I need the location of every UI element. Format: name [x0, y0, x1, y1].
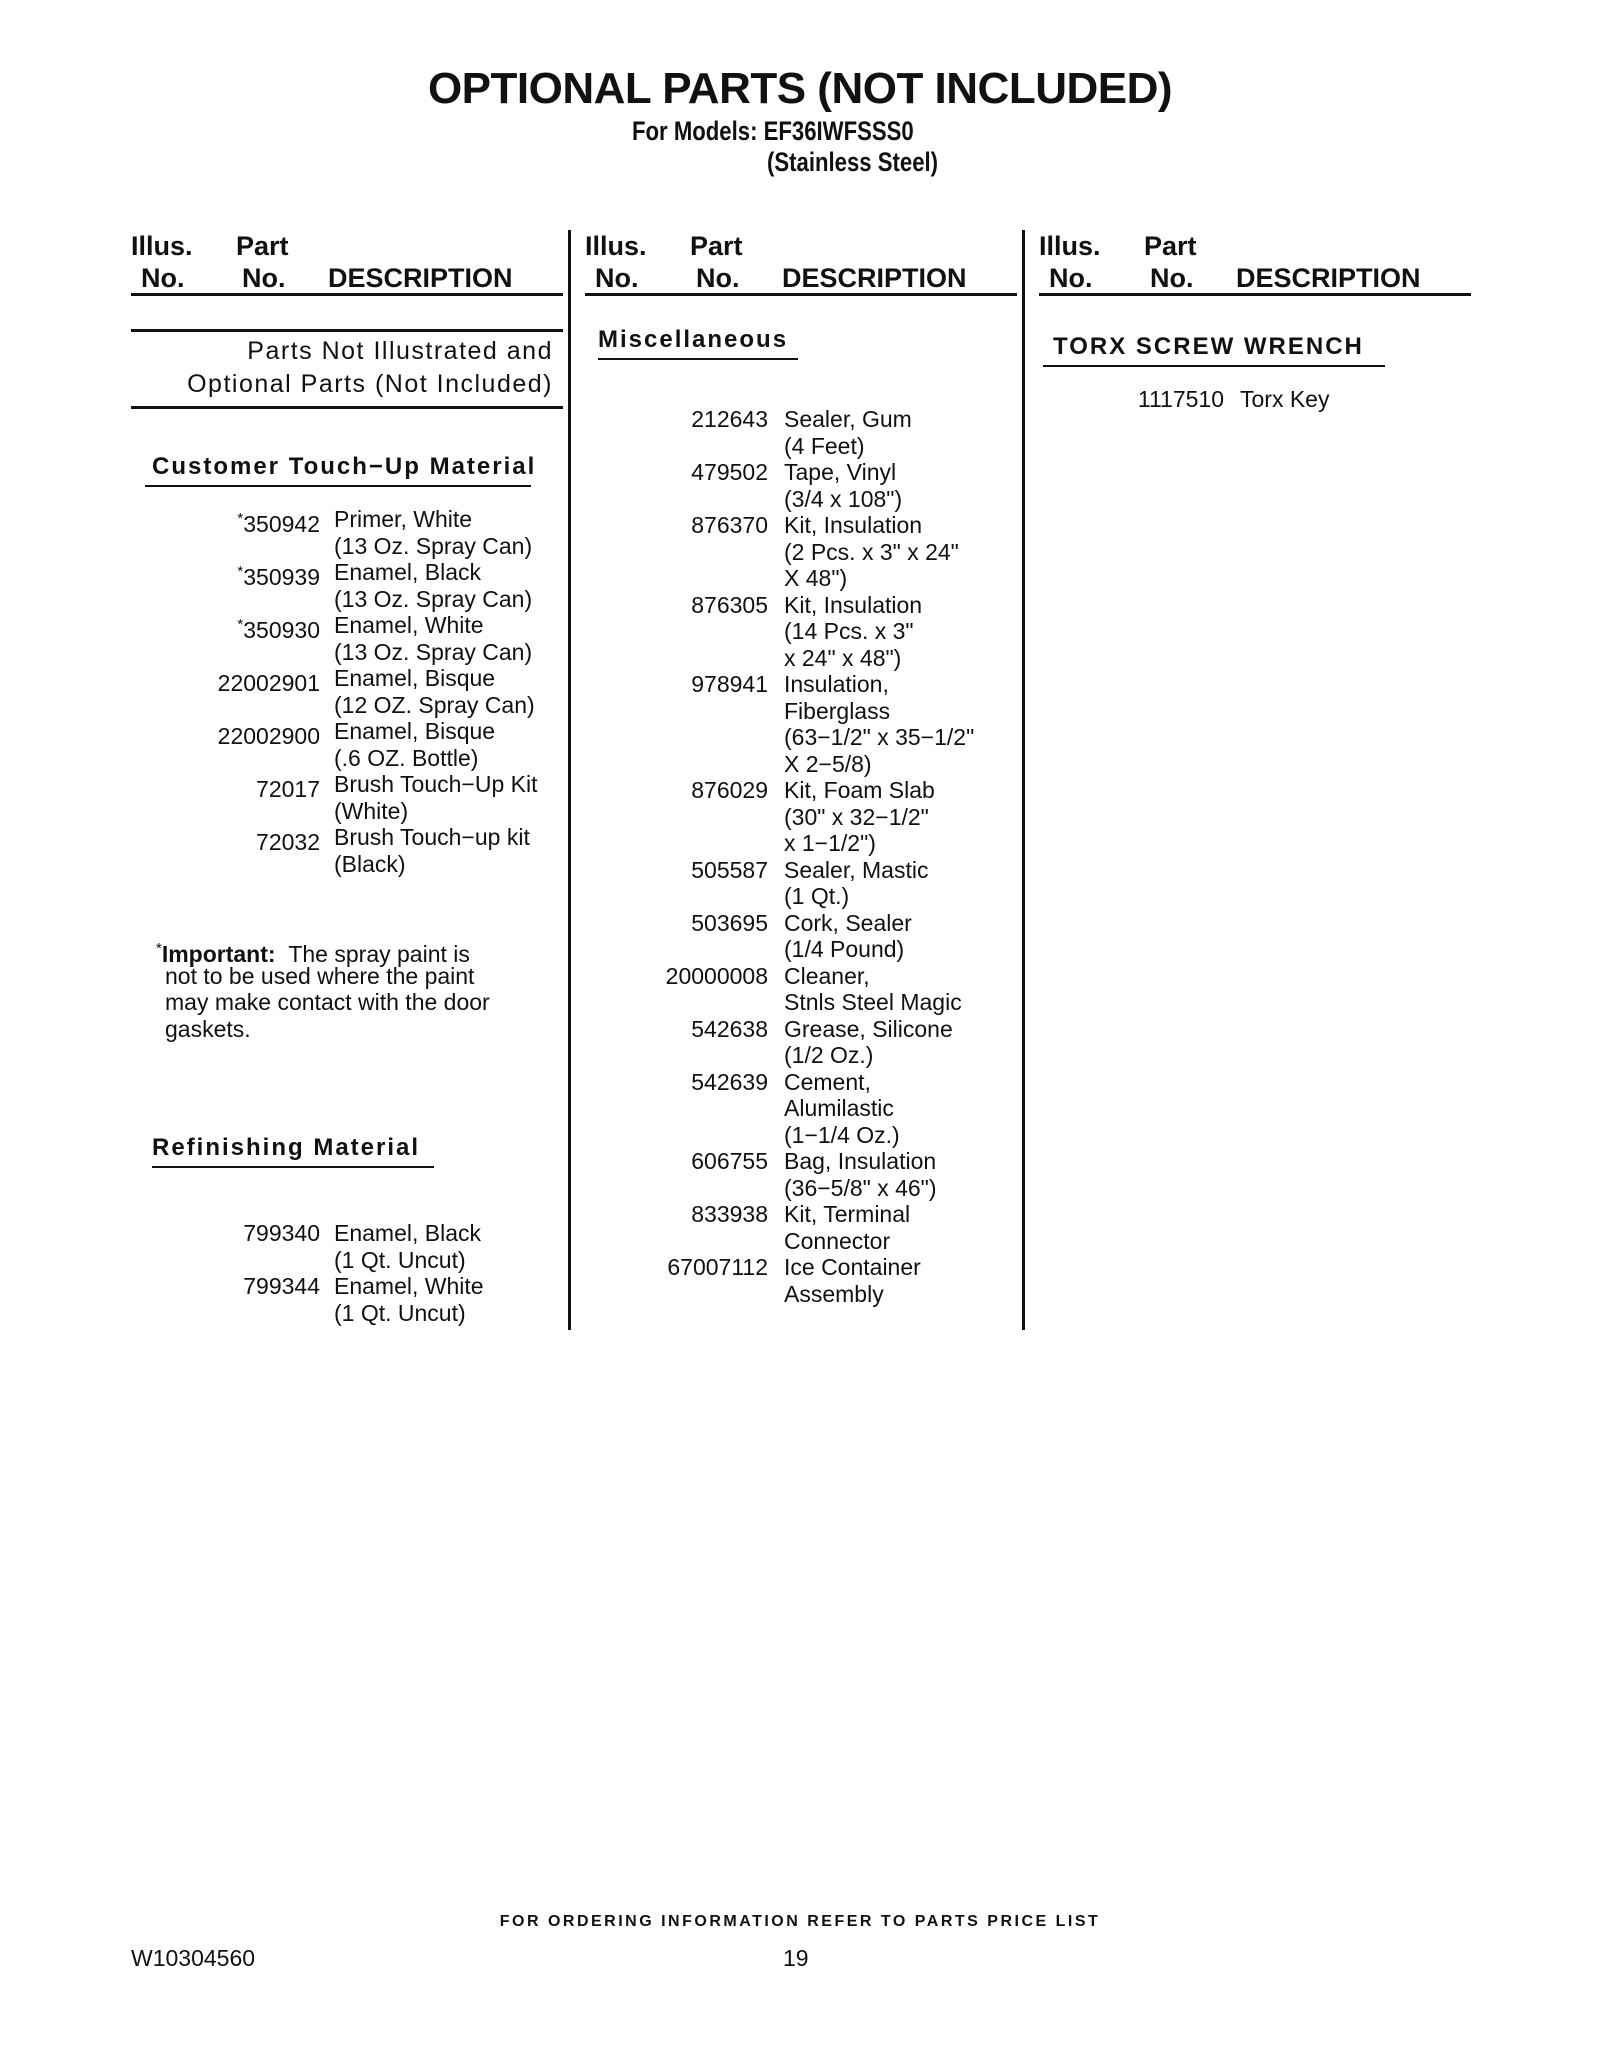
part-number	[256, 771, 320, 803]
col1-header-illus: Illus.	[131, 231, 193, 261]
part-description-detail: (36−5/8" x 46")	[784, 1174, 937, 1201]
part-description-detail: (14 Pcs. x 3"	[784, 618, 914, 644]
important-asterisk: *	[156, 940, 162, 957]
column-divider-1	[568, 230, 571, 1330]
part-number	[691, 406, 768, 433]
part-number-value: 212643	[691, 406, 768, 432]
part-number-value: 22002900	[217, 723, 320, 749]
asterisk-marker: *	[237, 510, 244, 527]
misc-heading-rule	[598, 358, 798, 360]
part-description: Cleaner,	[784, 962, 870, 989]
note-box-bottom-rule	[131, 406, 563, 409]
part-description-detail: (12 OZ. Spray Can)	[334, 691, 535, 718]
important-text-1: The spray paint is	[288, 941, 470, 967]
part-description: Sealer, Mastic	[784, 856, 929, 883]
part-number-value: 22002901	[217, 670, 320, 696]
part-description-detail: (Black)	[334, 850, 406, 877]
refinishing-heading-rule	[152, 1166, 434, 1168]
note-box-line1: Parts Not Illustrated and	[247, 337, 553, 365]
part-number-value: 505587	[691, 856, 768, 883]
part-description: Enamel, Black	[334, 1220, 482, 1246]
part-description: Enamel, Bisque	[334, 665, 496, 691]
part-description-detail: x 1−1/2")	[784, 830, 876, 856]
part-description: Primer, White	[334, 506, 473, 532]
col2-header-rule	[585, 293, 1017, 296]
part-number	[691, 459, 768, 486]
part-number	[691, 512, 768, 539]
part-description-detail: (1 Qt.)	[784, 883, 850, 909]
col2-header-part: Part	[690, 231, 743, 261]
part-number	[691, 1069, 768, 1096]
part-description-detail: X 48")	[784, 565, 848, 591]
part-number	[691, 1016, 768, 1043]
page-number: 19	[783, 1945, 809, 1971]
part-description-detail: x 24" x 48")	[784, 644, 902, 671]
col1-header-part-no: No.	[242, 263, 286, 293]
part-number-value: 67007112	[667, 1254, 768, 1280]
part-number	[243, 1220, 320, 1247]
part-description: Grease, Silicone	[784, 1015, 953, 1042]
col2-header-part-no: No.	[696, 263, 740, 293]
part-description-detail: X 2−5/8)	[784, 750, 872, 777]
part-description-detail: (4 Feet)	[784, 432, 865, 459]
part-number-value: 503695	[691, 909, 768, 936]
part-description-detail: (30" x 32−1/2"	[784, 803, 929, 830]
part-number-value: 799344	[243, 1273, 320, 1299]
part-number-value: 350939	[243, 564, 320, 590]
part-description-detail: Alumilastic	[784, 1095, 894, 1121]
important-note-line4: gaskets.	[165, 1016, 251, 1042]
part-number	[1138, 386, 1224, 413]
part-description-detail: Assembly	[784, 1280, 884, 1307]
part-description-detail: Fiberglass	[784, 697, 891, 724]
misc-heading: Miscellaneous	[598, 326, 789, 353]
important-label: Important:	[161, 941, 276, 967]
part-description: Brush Touch−up kit	[334, 824, 530, 850]
part-number	[243, 1273, 320, 1300]
part-description-detail: (13 Oz. Spray Can)	[334, 638, 533, 665]
part-description: Tape, Vinyl	[784, 459, 897, 485]
part-description: Ice Container	[784, 1254, 921, 1280]
part-number-value: 799340	[243, 1220, 320, 1246]
part-number-value: 1117510	[1137, 386, 1224, 412]
part-number-value: 20000008	[665, 962, 768, 989]
document-number: W10304560	[131, 1945, 256, 1971]
part-description-detail: (3/4 x 108")	[784, 485, 903, 512]
part-description-detail: (13 Oz. Spray Can)	[334, 532, 533, 559]
part-number-value: 876305	[691, 591, 768, 618]
part-description: Kit, Insulation	[784, 512, 923, 538]
note-box-top-rule	[131, 329, 563, 332]
part-description: Enamel, Bisque	[334, 718, 496, 744]
part-description-detail: (White)	[334, 797, 409, 824]
part-description: Kit, Insulation	[784, 591, 923, 618]
part-number	[691, 671, 768, 698]
asterisk-marker: *	[237, 563, 244, 580]
part-number-value: 542639	[691, 1068, 768, 1095]
part-number	[691, 1148, 768, 1175]
part-number	[237, 612, 320, 644]
torx-heading-rule	[1043, 365, 1385, 367]
part-number	[691, 1201, 768, 1228]
part-number-value: 72032	[256, 829, 320, 855]
ordering-info-footer: FOR ORDERING INFORMATION REFER TO PARTS PRICE LIST	[499, 1913, 1101, 1930]
part-description-detail: Connector	[784, 1227, 891, 1254]
part-description: Brush Touch−Up Kit	[334, 771, 538, 797]
models-subtitle: For Models: EF36IWFSSS0	[632, 116, 914, 146]
col3-header-illus-no: No.	[1049, 263, 1093, 293]
part-description-detail: (63−1/2" x 35−1/2"	[784, 724, 975, 750]
part-description: Sealer, Gum	[784, 406, 912, 432]
part-number-value: 978941	[691, 671, 768, 697]
part-description-detail: (1/4 Pound)	[784, 936, 905, 962]
col3-header-illus: Illus.	[1039, 231, 1101, 261]
part-description-detail: (13 Oz. Spray Can)	[334, 585, 533, 612]
part-description: Enamel, Black	[334, 559, 482, 585]
part-number	[256, 824, 320, 856]
part-number	[218, 665, 320, 697]
part-description-detail: (1 Qt. Uncut)	[334, 1246, 466, 1273]
part-description-detail: (2 Pcs. x 3" x 24"	[784, 538, 959, 565]
part-number	[666, 963, 768, 990]
col3-header-part: Part	[1144, 231, 1197, 261]
part-number-value: 479502	[691, 459, 768, 485]
part-number	[691, 777, 768, 804]
part-number-value: 350930	[243, 617, 320, 643]
part-number-value: 876029	[691, 777, 768, 803]
part-description: Kit, Terminal	[784, 1201, 911, 1227]
part-description: Enamel, White	[334, 1273, 484, 1299]
finish-subtitle: (Stainless Steel)	[767, 147, 939, 177]
part-description-detail: (1−1/4 Oz.)	[784, 1121, 900, 1148]
col1-header-illus-no: No.	[141, 263, 185, 293]
part-description-detail: Stnls Steel Magic	[784, 989, 962, 1015]
part-number	[237, 559, 320, 591]
col1-header-description: DESCRIPTION	[328, 263, 513, 293]
part-description: Cork, Sealer	[784, 909, 912, 936]
col2-header-illus-no: No.	[595, 263, 639, 293]
col3-header-description: DESCRIPTION	[1236, 263, 1421, 293]
part-number-value: 876370	[691, 512, 768, 538]
col2-header-description: DESCRIPTION	[782, 263, 967, 293]
part-description: Kit, Foam Slab	[784, 777, 935, 803]
col1-header-rule	[131, 293, 563, 296]
part-number	[691, 910, 768, 937]
part-number-value: 542638	[691, 1015, 768, 1042]
torx-heading: TORX SCREW WRENCH	[1053, 333, 1364, 360]
part-number	[691, 592, 768, 619]
part-description: Enamel, White	[334, 612, 484, 638]
touchup-heading-rule	[145, 485, 531, 487]
col2-header-illus: Illus.	[585, 231, 647, 261]
part-number	[691, 857, 768, 884]
part-description: Bag, Insulation	[784, 1148, 937, 1174]
part-number	[667, 1254, 768, 1281]
part-number-value: 833938	[691, 1201, 768, 1227]
important-note-line3: may make contact with the door	[165, 989, 490, 1015]
part-number-value: 350942	[243, 511, 320, 537]
part-number-value: 72017	[256, 776, 320, 802]
refinishing-heading: Refinishing Material	[152, 1134, 421, 1161]
part-description-detail: (1 Qt. Uncut)	[334, 1299, 466, 1326]
part-description-detail: (1/2 Oz.)	[784, 1042, 874, 1068]
col1-header-part: Part	[236, 231, 289, 261]
col3-header-part-no: No.	[1150, 263, 1194, 293]
part-description: Cement,	[784, 1068, 871, 1095]
part-description: Torx Key	[1240, 386, 1330, 412]
part-number-value: 606755	[691, 1148, 768, 1174]
important-note-line2: not to be used where the paint	[165, 963, 475, 989]
part-number	[218, 718, 320, 750]
part-description-detail: (.6 OZ. Bottle)	[334, 744, 479, 771]
column-divider-2	[1022, 230, 1025, 1330]
touchup-heading: Customer Touch−Up Material	[152, 453, 537, 480]
col3-header-rule	[1039, 293, 1471, 296]
part-number	[237, 506, 320, 538]
page-title: OPTIONAL PARTS (NOT INCLUDED)	[427, 64, 1173, 113]
note-box-line2: Optional Parts (Not Included)	[187, 370, 553, 398]
asterisk-marker: *	[237, 616, 244, 633]
part-description: Insulation,	[784, 671, 889, 697]
